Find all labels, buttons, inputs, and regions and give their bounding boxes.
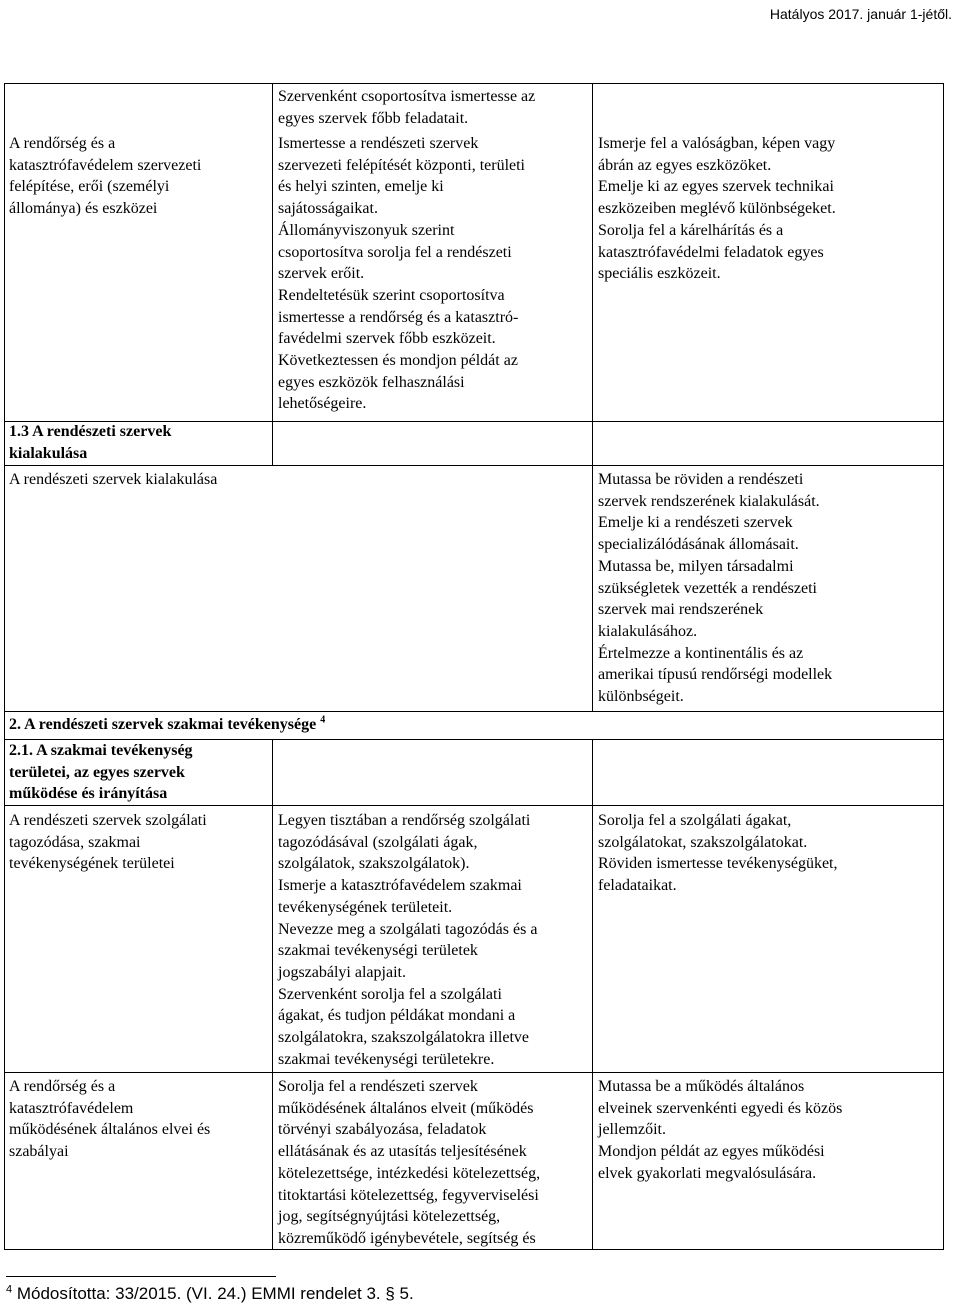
section2-title [9,714,909,736]
r3-topic [9,810,271,875]
r1-knowledge-top-line: Szervenként csoportosítva ismertesse az [278,88,536,105]
r3-knowledge-line: tevékenységének területeit. [278,898,453,916]
r2-skills-line: Emelje ki a rendészeti szervek [598,514,793,532]
r1-knowledge-line: és helyi szinten, emelje ki [278,178,444,196]
r3-knowledge-line: szakmai tevékenységi területekre. [278,1050,495,1068]
r1-knowledge-top [278,86,593,129]
table-border-top [4,83,944,84]
r2-skills-line: specializálódásának állomásait. [598,536,799,554]
r3-knowledge-line: Szervenként sorolja fel a szolgálati [278,985,502,1003]
r4-skills-line: Mutassa be a működés általános [598,1078,805,1095]
r1-topic-line: felépítése, erői (személyi [9,178,170,196]
r3-knowledge-line: tagozódásával (szolgálati ágak, [278,833,478,851]
r1-knowledge-line: ismertesse a rendőrség és a katasztró- [278,308,519,326]
r3-skills-line: feladataikat. [598,877,677,895]
r3-heading-line: területei, az egyes szervek [9,763,185,781]
r1-knowledge-line: szervezeti felépítését központi, területi [278,156,525,174]
r4-topic-line: szabályai [9,1143,69,1161]
col1-divider-r2 [272,421,273,465]
footnote-rule [6,1276,276,1277]
r4-topic-line: A rendőrség és a [9,1078,116,1095]
r2-skills-line: Értelmezze a kontinentális és az [598,644,804,662]
r3-skills-line: Röviden ismertesse tevékenységüket, [598,855,838,873]
footnote-text: Módosította: 33/2015. (VI. 24.) EMMI rendelet 3. § 5. [12,1284,414,1303]
r2-heading-line: kialakulása [9,444,88,462]
r3-heading [9,740,271,805]
col1-divider-r3 [272,805,273,1250]
r2-skills-line: amerikai típusú rendőrségi modellek [598,666,833,684]
r4-knowledge-line: ellátásának és az utasítás teljesítésének [278,1143,527,1161]
r2-skills-line: különbségeit. [598,688,684,706]
r2-skills-line: szükségletek vezették a rendészeti [598,579,817,597]
row1-heading-divider [4,465,944,466]
r4-skills [598,1076,938,1185]
r3-knowledge-line: Ismerje a katasztrófavédelem szakmai [278,877,522,895]
r1-topic-line: állománya) és eszközei [9,200,158,218]
r3-topic-line: A rendészeti szervek szolgálati [9,812,207,829]
r3-knowledge-line: jogszabályi alapjait. [278,963,406,981]
r1-knowledge-line: Rendeltetésük szerint csoportosítva [278,286,505,304]
r1-skills-line: ábrán az egyes eszközöket. [598,156,772,174]
r4-topic-line: működésének általános elvei és [9,1121,211,1139]
r4-skills-line: Mondjon példát az egyes működési [598,1143,825,1161]
r3-knowledge [278,810,593,1070]
r4-topic [9,1076,271,1163]
r1-knowledge-line: sajátosságaikat. [278,200,378,218]
footnote [6,1284,414,1304]
r4-knowledge-line: közreműködő igénybevétele, segítség és [278,1229,536,1247]
col2-divider-r2 [592,421,593,465]
r3-skills [598,810,938,897]
r4-skills-line: elveinek szervenkénti egyedi és közös [598,1099,843,1117]
r3-skills-line: szolgálatokat, szakszolgálatokat. [598,833,808,851]
r1-topic [9,133,271,220]
r3-skills-line: Sorolja fel a szolgálati ágakat, [598,812,792,829]
r3-knowledge-line: szakmai tevékenységi területek [278,942,478,960]
r1-knowledge-line: favédelmi szervek főbb eszközeit. [278,330,496,348]
r1-knowledge-line: csoportosítva sorolja fel a rendészeti [278,243,512,261]
r1-skills-line: Ismerje fel a valóságban, képen vagy [598,135,836,152]
r3-knowledge-line: szolgálatok, szakszolgálatok). [278,855,470,873]
r4-knowledge-line: jog, segítségnyújtási kötelezettség, [278,1208,501,1226]
r2-skills-line: szervek mai rendszerének [598,601,764,619]
r1-knowledge-line: Következtessen és mondjon példát az [278,352,518,370]
table-border-right [943,83,944,1250]
r2-topic-line: A rendészeti szervek kialakulása [9,471,218,488]
r1-topic-line: katasztrófavédelem szervezeti [9,156,202,174]
r1-skills-line: Emelje ki az egyes szervek technikai [598,178,834,196]
r1-knowledge-line: szervek erőit. [278,265,365,283]
r2-topic [9,469,271,491]
r2-skills-line: kialakulásához. [598,622,698,640]
row2-bottom [4,711,944,712]
col1-divider-top [272,83,273,121]
r1-knowledge-line: lehetőségeire. [278,395,367,413]
r2-heading-line: 1.3 A rendészeti szervek [9,423,172,440]
effective-date-header: Hatályos 2017. január 1-jétől. [769,6,952,22]
r3-heading-line: működése és irányítása [9,785,168,803]
r4-topic-line: katasztrófavédelem [9,1099,134,1117]
r3-heading-line: 2.1. A szakmai tevékenység [9,742,193,759]
r2-skills-line: Mutassa be röviden a rendészeti [598,471,804,488]
row3-heading-bottom [4,805,944,806]
row3-bottom [4,1072,944,1073]
col2-divider-r3h [592,739,593,805]
r3-topic-line: tagozódása, szakmai [9,833,141,851]
r3-topic-line: tevékenységének területei [9,855,175,873]
r1-knowledge-line: Ismertesse a rendészeti szervek [278,135,479,152]
r2-skills-line: szervek rendszerének kialakulását. [598,492,820,510]
r4-skills-line: jellemzőit. [598,1121,666,1139]
r4-knowledge-line: Sorolja fel a rendészeti szervek [278,1078,478,1095]
r2-skills [598,469,938,708]
r1-topic-line: A rendőrség és a [9,135,116,152]
r3-knowledge-line: szolgálatokra, szakszolgálatokra illetve [278,1029,530,1047]
r1-skills-line: speciális eszközeit. [598,265,721,283]
r3-knowledge-line: ágakat, és tudjon példákat mondani a [278,1007,516,1025]
r4-knowledge [278,1076,593,1250]
table-border-left [4,83,5,1250]
r4-skills-line: elvek gyakorlati megvalósulására. [598,1164,817,1182]
r2-skills-line: Mutassa be, milyen társadalmi [598,557,794,575]
r4-knowledge-line: titoktartási kötelezettség, fegyverviselési [278,1186,539,1204]
section2-title-text: 2. A rendészeti szervek szakmai tevékenysége [9,716,317,733]
col1-divider-mid [272,121,273,421]
footnote-ref: 4 [320,714,326,726]
r4-knowledge-line: törvényi szabályozása, feladatok [278,1121,487,1139]
r1-skills-line: Sorolja fel a kárelhárítás és a [598,221,784,239]
r1-skills [598,133,938,285]
r1-knowledge-top-line: egyes szervek főbb feladatait. [278,109,469,127]
r2-heading [9,421,271,464]
col2-divider-r2b [592,465,593,711]
r1-knowledge-line: egyes eszközök felhasználási [278,373,465,391]
r3-knowledge-line: Nevezze meg a szolgálati tagozódás és a [278,920,538,938]
col1-divider-r3h [272,739,273,805]
r4-knowledge-line: kötelezettsége, intézkedési kötelezettség, [278,1164,541,1182]
r1-skills-line: katasztrófavédelmi feladatok egyes [598,243,824,261]
r3-knowledge-line: Legyen tisztában a rendőrség szolgálati [278,812,531,829]
r4-knowledge-line: működésének általános elveit (működés [278,1099,534,1117]
r1-skills-line: eszközeiben meglévő különbségeket. [598,200,836,218]
r1-knowledge [278,133,593,415]
r1-knowledge-line: Állományviszonyuk szerint [278,221,455,239]
footnote-number: 4 [6,1283,13,1296]
